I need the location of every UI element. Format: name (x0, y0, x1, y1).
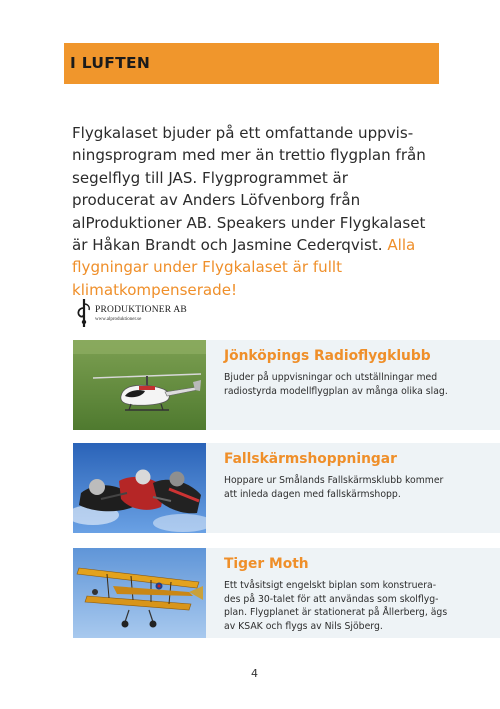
skydivers-photo (73, 443, 206, 533)
intro-paragraph (72, 122, 432, 301)
logo-name: PRODUKTIONER AB (95, 305, 187, 315)
logo-mark-icon (75, 298, 93, 328)
section-body-fallskarm: Hoppare ur Smålands Fallskärmsklubb kommer att inleda dagen med fallskärmshopp. (224, 475, 444, 500)
section-title-radioflygklubb: Jönköpings Radioflygklubb (224, 348, 431, 364)
section-body-radioflygklubb: Bjuder på uppvisningar och utställningar med radiostyrda modellflygplan av många olika slag. (224, 372, 448, 397)
intro-highlight: Alla flygningar under Flygkalaset är fullt klimatkompenserade! (72, 236, 416, 299)
page-number: 4 (251, 667, 258, 680)
produktioner-logo (75, 298, 185, 328)
rc-helicopter-photo (73, 340, 206, 430)
intro-text: Flygkalaset bjuder på ett omfattande uppvis-ningsprogram med mer än trettio flygplan från segelflyg till JAS. Flygprogrammet är producerat av Anders Löfvenborg från alProduktioner AB. Speakers under Flygkalaset är Håkan Brandt och Jasmine Cederqvist. (72, 124, 426, 255)
section-title-tiger-moth: Tiger Moth (224, 556, 309, 572)
section-title: I LUFTEN (70, 54, 151, 72)
tiger-moth-photo (73, 548, 206, 638)
section-body-tiger-moth: Ett tvåsitsigt engelskt biplan som konstruera-des på 30-talet för att användas som skolflyg-plan. Flygplanet är stationerat på Ållerberg, ägs av KSAK och flygs av Nils Sjöberg. (224, 580, 448, 632)
logo-url: www.alproduktioner.se (95, 317, 142, 322)
section-title-fallskarm: Fallskärmshoppningar (224, 451, 397, 467)
